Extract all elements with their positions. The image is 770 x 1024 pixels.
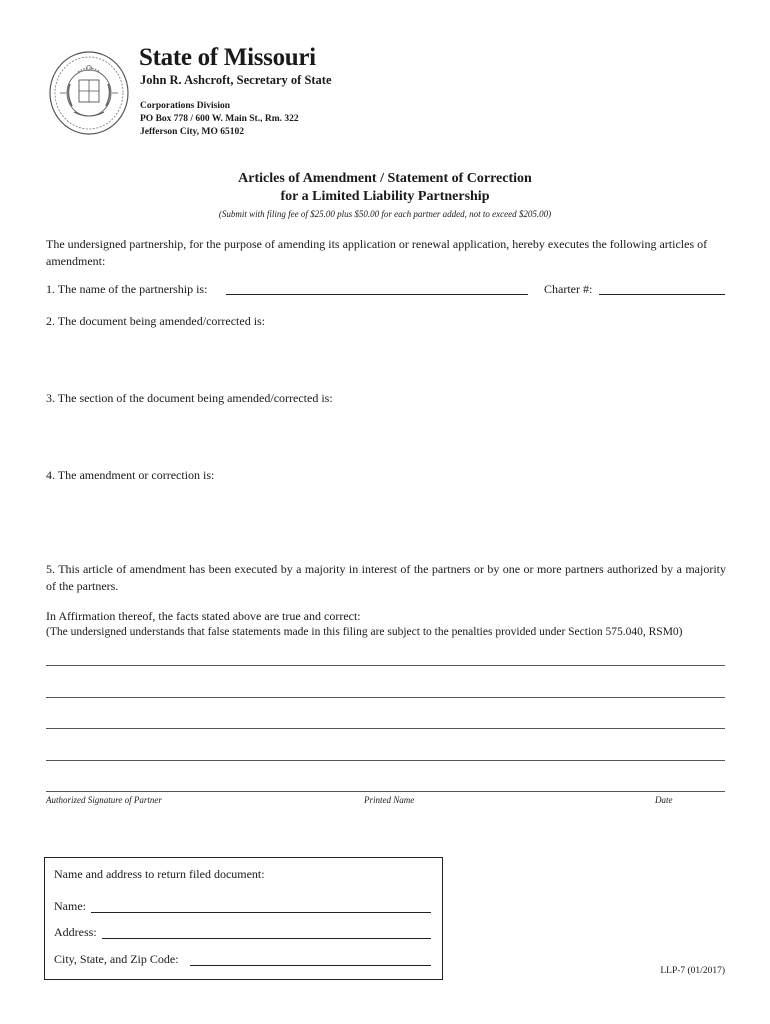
return-address-field[interactable] [102, 924, 431, 939]
penalty-notice: (The undersigned understands that false statements made in this filing are subject to the penalties provided under Section 575.040, RSM0) [46, 626, 683, 638]
division-name: Corporations Division [140, 101, 230, 111]
item4-label: 4. The amendment or correction is: [46, 468, 215, 482]
intro-paragraph: The undersigned partnership, for the purpose of amending its application or renewal application, hereby executes the following articles of amendment: [46, 237, 708, 268]
section-amended-area[interactable] [46, 409, 726, 463]
signature-line-5[interactable] [46, 791, 725, 792]
signature-line-2[interactable] [46, 697, 725, 698]
return-name-field[interactable] [91, 898, 431, 913]
form-identifier: LLP-7 (01/2017) [660, 966, 725, 976]
signature-label: Authorized Signature of Partner [46, 795, 162, 805]
secretary-of-state: John R. Ashcroft, Secretary of State [140, 73, 332, 87]
date-label: Date [655, 795, 673, 805]
document-title-line2: for a Limited Liability Partnership [280, 189, 490, 204]
return-city-label: City, State, and Zip Code: [54, 952, 179, 966]
filing-fee-note: (Submit with filing fee of $25.00 plus $50.00 for each partner added, not to exceed $205.00) [218, 209, 552, 219]
return-address-label: Address: [54, 925, 97, 939]
item2-label: 2. The document being amended/corrected is: [46, 314, 266, 328]
state-seal-icon [48, 50, 130, 136]
affirmation-text: In Affirmation thereof, the facts stated above are true and correct: [46, 609, 361, 623]
signature-line-3[interactable] [46, 728, 725, 729]
charter-number-field[interactable] [599, 280, 725, 295]
city-address: Jefferson City, MO 65102 [140, 127, 244, 137]
signature-line-4[interactable] [46, 760, 725, 761]
item5-statement: 5. This article of amendment has been executed by a majority in interest of the partners or by one or more partners authorized by a majority of the partners. [46, 562, 726, 593]
document-amended-area[interactable] [46, 332, 726, 386]
return-address-box [44, 857, 443, 980]
item1-label: 1. The name of the partnership is: [46, 282, 208, 296]
po-box-address: PO Box 778 / 600 W. Main St., Rm. 322 [140, 114, 299, 124]
document-title-line1: Articles of Amendment / Statement of Correction [238, 171, 532, 186]
return-box-heading: Name and address to return filed document: [54, 867, 265, 881]
signature-line-1[interactable] [46, 665, 725, 666]
state-title: State of Missouri [139, 44, 316, 71]
return-city-field[interactable] [190, 951, 431, 966]
partnership-name-field[interactable] [226, 280, 528, 295]
item3-label: 3. The section of the document being amended/corrected is: [46, 391, 333, 405]
charter-label: Charter #: [544, 282, 593, 296]
return-name-label: Name: [54, 899, 86, 913]
amendment-text-area[interactable] [46, 486, 726, 556]
printed-name-label: Printed Name [364, 795, 415, 805]
